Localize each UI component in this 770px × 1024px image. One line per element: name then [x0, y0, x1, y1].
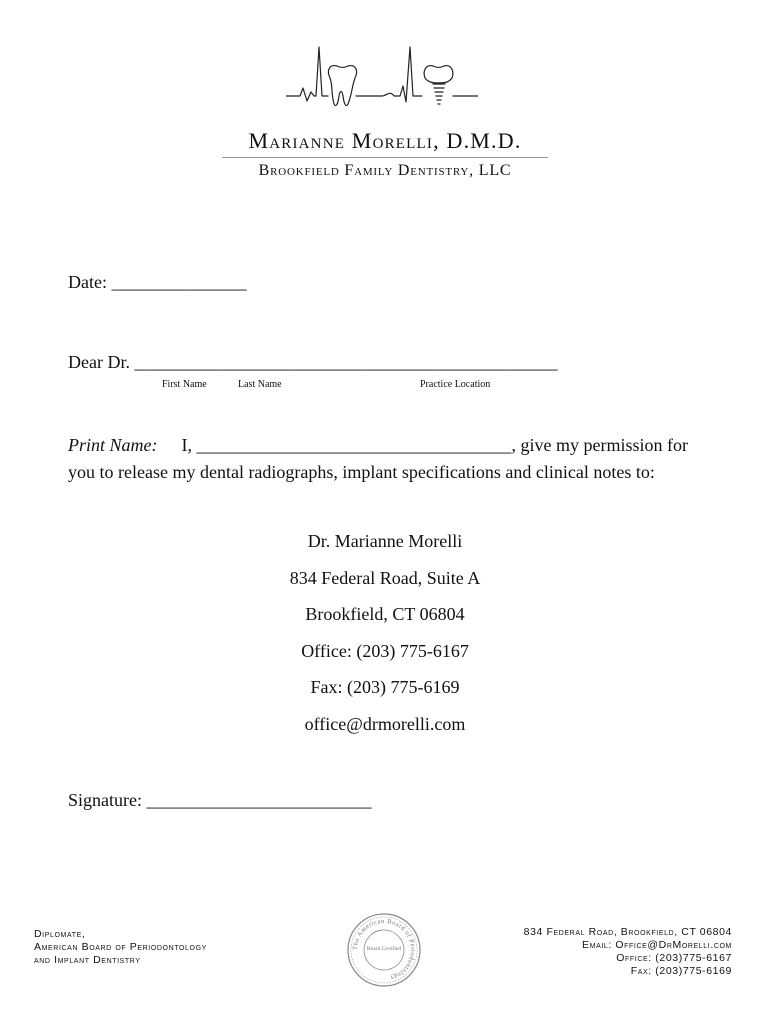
seal-ring-text: The American Board of Periodontology: [351, 917, 417, 982]
footer-contact: [524, 926, 732, 978]
footer-credential-line: and Implant Dentistry: [34, 954, 141, 966]
practice-name: Brookfield Family Dentistry, LLC: [258, 162, 512, 179]
board-certified-seal-icon: [346, 912, 422, 988]
footer-fax: Fax: (203)775-6169: [630, 965, 732, 977]
footer-address: 834 Federal Road, Brookfield, CT 06804: [523, 926, 732, 938]
recipient-street: 834 Federal Road, Suite A: [289, 567, 481, 588]
permission-text[interactable]: I, ___________________________________, give my permission for you to release my dental radiographs, implant specifications and clinical notes to:: [68, 435, 688, 482]
date-field[interactable]: Date: _______________: [68, 272, 247, 292]
footer-office-phone: Office: (203)775-6167: [616, 952, 732, 964]
seal-center-text: Board Certified: [366, 946, 402, 952]
tooth-heartbeat-logo-icon: [286, 44, 478, 112]
permission-paragraph: [68, 432, 708, 486]
last-name-label: Last Name: [238, 379, 282, 390]
recipient-fax: Fax: (203) 775-6169: [310, 677, 460, 698]
first-name-label: First Name: [162, 379, 207, 390]
dear-dr-field[interactable]: Dear Dr. _______________________________________________: [68, 352, 558, 372]
footer-email[interactable]: Email: Office@DrMorelli.com: [582, 939, 732, 951]
recipient-office-phone: Office: (203) 775-6167: [301, 640, 469, 661]
recipient-city: Brookfield, CT 06804: [305, 604, 465, 625]
signature-field[interactable]: Signature: _________________________: [68, 790, 372, 810]
print-name-label: Print Name:: [68, 435, 158, 455]
footer-credential-line: American Board of Periodontology: [34, 941, 207, 953]
doctor-name: Marianne Morelli, D.M.D.: [248, 128, 522, 153]
recipient-address: [0, 528, 770, 748]
recipient-name: Dr. Marianne Morelli: [307, 531, 463, 551]
practice-location-label: Practice Location: [420, 379, 491, 390]
header-divider: [222, 157, 548, 158]
recipient-email: office@drmorelli.com: [304, 713, 466, 734]
footer-credential-line: Diplomate,: [34, 928, 86, 940]
footer-credentials: [34, 928, 207, 967]
